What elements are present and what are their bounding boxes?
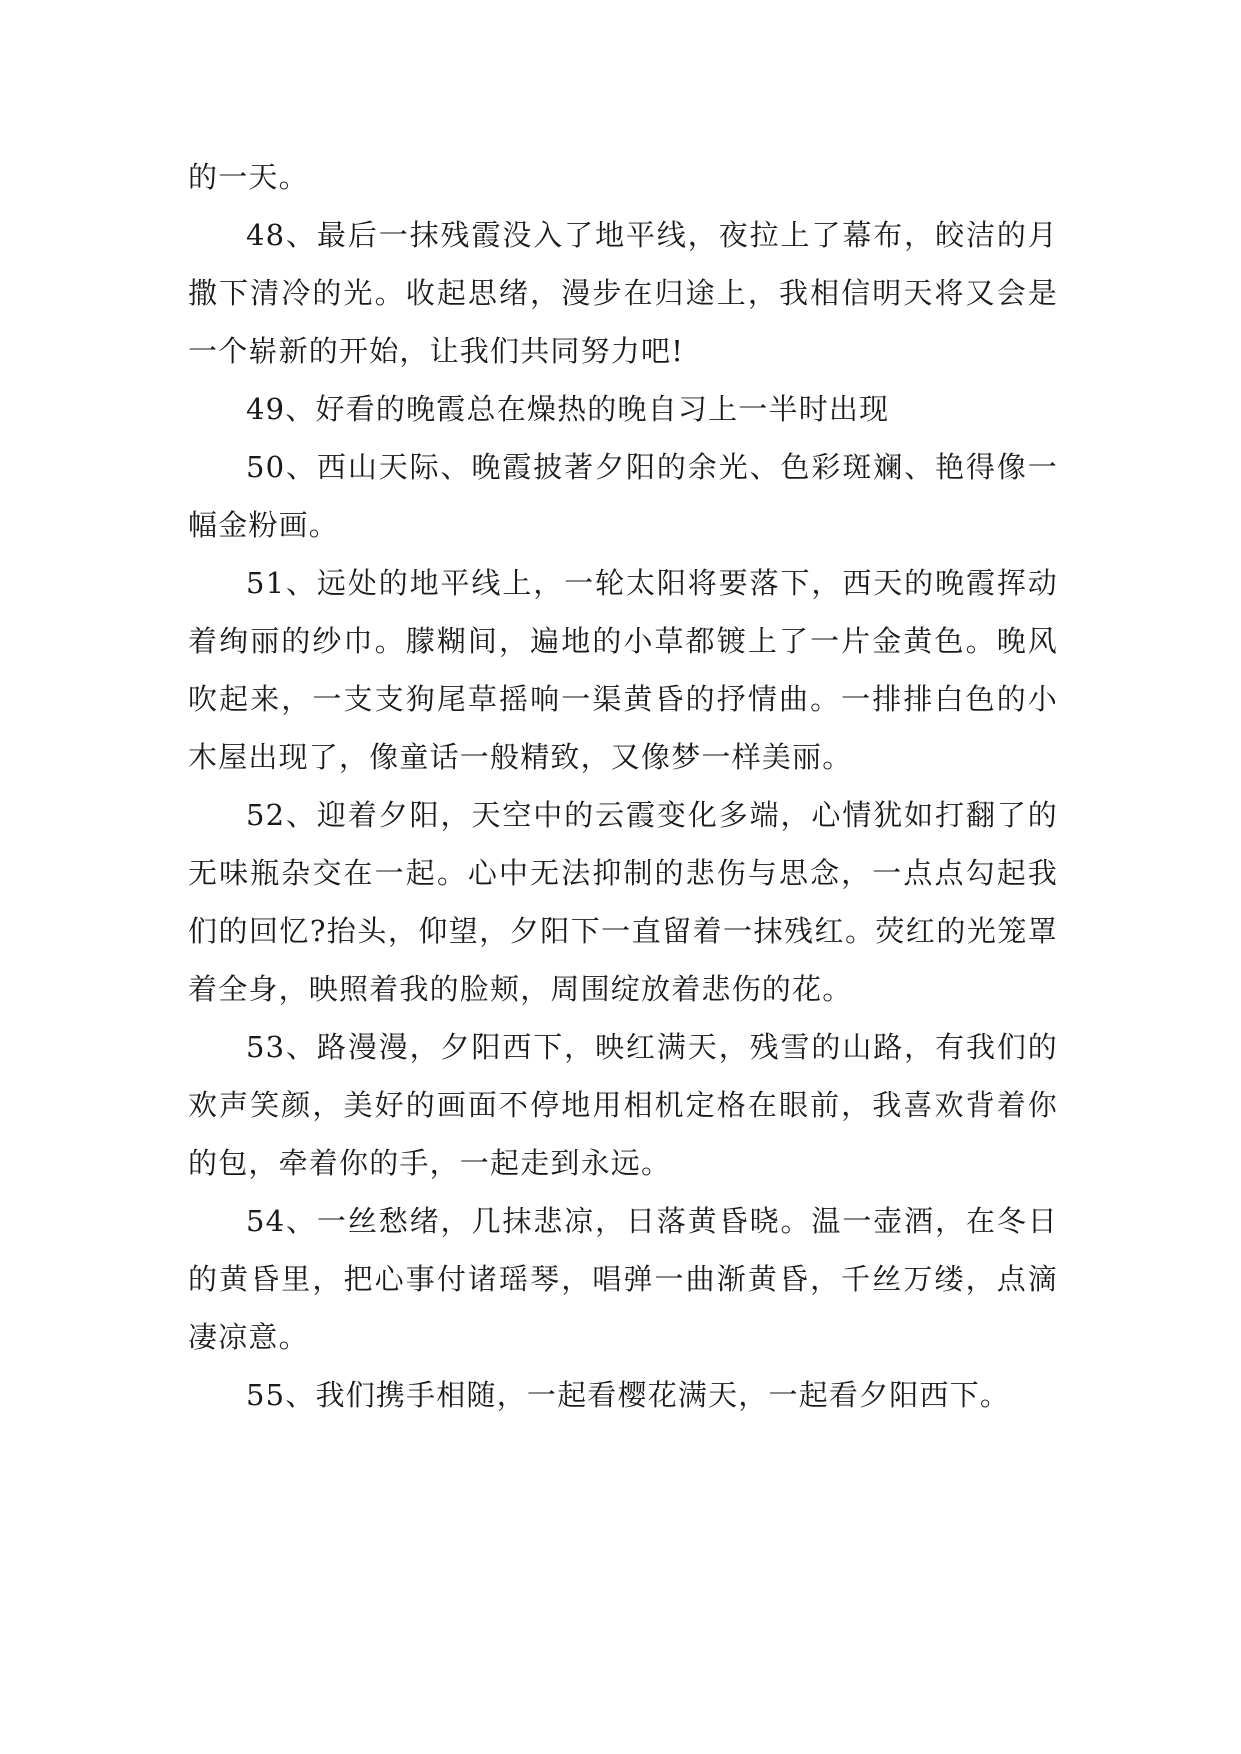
document-page bbox=[188, 148, 1058, 1424]
paragraph-54: 54、一丝愁绪，几抹悲凉，日落黄昏晓。温一壶酒，在冬日的黄昏里，把心事付诸瑶琴，唱弹一曲渐黄昏，千丝万缕，点滴凄凉意。 bbox=[188, 1204, 1058, 1354]
paragraph-52: 52、迎着夕阳，天空中的云霞变化多端，心情犹如打翻了的无味瓶杂交在一起。心中无法抑制的悲伤与思念，一点点勾起我们的回忆?抬头，仰望，夕阳下一直留着一抹残红。荧红的光笼罩着全身，映照着我的脸颊，周围绽放着悲伤的花。 bbox=[188, 798, 1058, 1006]
paragraph-49: 49、好看的晚霞总在燥热的晚自习上一半时出现 bbox=[246, 392, 890, 426]
paragraph-48: 48、最后一抹残霞没入了地平线，夜拉上了幕布，皎洁的月撒下清冷的光。收起思绪，漫步在归途上，我相信明天将又会是一个崭新的开始，让我们共同努力吧! bbox=[188, 218, 1058, 368]
paragraph-continuation: 的一天。 bbox=[188, 160, 309, 194]
paragraph-55: 55、我们携手相随，一起看樱花满天，一起看夕阳西下。 bbox=[246, 1378, 1011, 1412]
paragraph-51: 51、远处的地平线上，一轮太阳将要落下，西天的晚霞挥动着绚丽的纱巾。朦糊间，遍地的小草都镀上了一片金黄色。晚风吹起来，一支支狗尾草摇响一渠黄昏的抒情曲。一排排白色的小木屋出现了，像童话一般精致，又像梦一样美丽。 bbox=[188, 566, 1058, 774]
paragraph-50: 50、西山天际、晚霞披著夕阳的余光、色彩斑斓、艳得像一幅金粉画。 bbox=[188, 450, 1058, 542]
paragraph-53: 53、路漫漫，夕阳西下，映红满天，残雪的山路，有我们的欢声笑颜，美好的画面不停地用相机定格在眼前，我喜欢背着你的包，牵着你的手，一起走到永远。 bbox=[188, 1030, 1058, 1180]
